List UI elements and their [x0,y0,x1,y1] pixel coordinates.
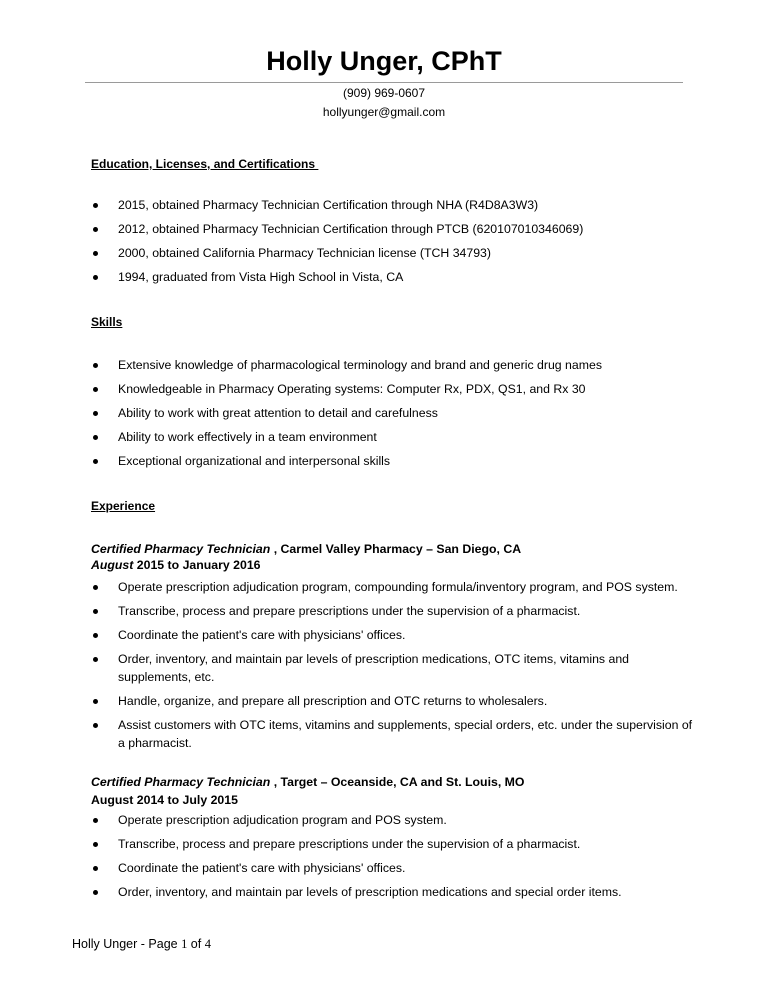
bullet-icon [93,723,98,728]
job-duties-list [91,578,701,752]
footer-label: Holly Unger - Page [72,937,182,951]
bullet-icon [93,387,98,392]
section-heading-education: Education, Licenses, and Certifications [91,157,319,171]
bullet-icon [93,699,98,704]
bullet-icon [93,866,98,871]
list-item: Coordinate the patient's care with physicians' offices. [91,859,701,877]
job-title: Certified Pharmacy Technician [91,542,271,556]
bullet-icon [93,585,98,590]
section-heading-experience: Experience [91,499,156,513]
list-item: 2012, obtained Pharmacy Technician Certification through PTCB (620107010346069) [91,220,701,238]
list-item: Transcribe, process and prepare prescriptions under the supervision of a pharmacist. [91,835,701,853]
list-item: Operate prescription adjudication program, compounding formula/inventory program, and POS system. [91,578,701,596]
list-item: Ability to work with great attention to detail and carefulness [91,404,701,422]
job-employer: , Carmel Valley Pharmacy – San Diego, CA [270,542,522,556]
job-title: Certified Pharmacy Technician [91,775,271,789]
title-divider [85,82,683,83]
job-date-month: August [91,558,134,572]
bullet-icon [93,609,98,614]
list-item: Ability to work effectively in a team environment [91,428,701,446]
bullet-icon [93,411,98,416]
bullet-icon [93,363,98,368]
job-dates [91,557,261,573]
list-item: 2015, obtained Pharmacy Technician Certification through NHA (R4D8A3W3) [91,196,701,214]
bullet-icon [93,459,98,464]
job-title-line [91,541,521,557]
skills-list [91,356,701,470]
job-title-line [91,774,524,790]
job-employer: , Target – Oceanside, CA and St. Louis, MO [270,775,525,789]
list-item: Knowledgeable in Pharmacy Operating systems: Computer Rx, PDX, QS1, and Rx 30 [91,380,701,398]
bullet-icon [93,275,98,280]
bullet-icon [93,818,98,823]
job-duties-list [91,811,701,901]
list-item: Order, inventory, and maintain par levels of prescription medications and special order items. [91,883,701,901]
list-item: Operate prescription adjudication program and POS system. [91,811,701,829]
job-dates: August 2014 to July 2015 [91,793,238,807]
education-list [91,196,701,286]
bullet-icon [93,842,98,847]
list-item: Exceptional organizational and interpersonal skills [91,452,701,470]
section-heading-skills: Skills [91,315,123,329]
list-item: 1994, graduated from Vista High School in Vista, CA [91,268,701,286]
list-item: Order, inventory, and maintain par levels of prescription medications, OTC items, vitamins and supplements, etc. [91,650,701,686]
job-date-range: 2015 to January 2016 [133,558,261,572]
list-item: Assist customers with OTC items, vitamins and supplements, special orders, etc. under the supervision of a pharmacist. [91,716,701,752]
footer-page-total: 4 [204,937,211,951]
page-footer [72,936,211,952]
list-item: Coordinate the patient's care with physicians' offices. [91,626,701,644]
bullet-icon [93,227,98,232]
footer-page-number: 1 [181,937,188,951]
list-item: Transcribe, process and prepare prescriptions under the supervision of a pharmacist. [91,602,701,620]
bullet-icon [93,203,98,208]
bullet-icon [93,633,98,638]
contact-email: hollyunger@gmail.com [322,105,446,119]
list-item: Handle, organize, and prepare all prescription and OTC returns to wholesalers. [91,692,701,710]
list-item: Extensive knowledge of pharmacological terminology and brand and generic drug names [91,356,701,374]
contact-phone: (909) 969-0607 [342,86,426,100]
bullet-icon [93,435,98,440]
bullet-icon [93,657,98,662]
bullet-icon [93,890,98,895]
footer-of: of [187,937,205,951]
bullet-icon [93,251,98,256]
page-title: Holly Unger, CPhT [266,46,502,76]
list-item: 2000, obtained California Pharmacy Technician license (TCH 34793) [91,244,701,262]
